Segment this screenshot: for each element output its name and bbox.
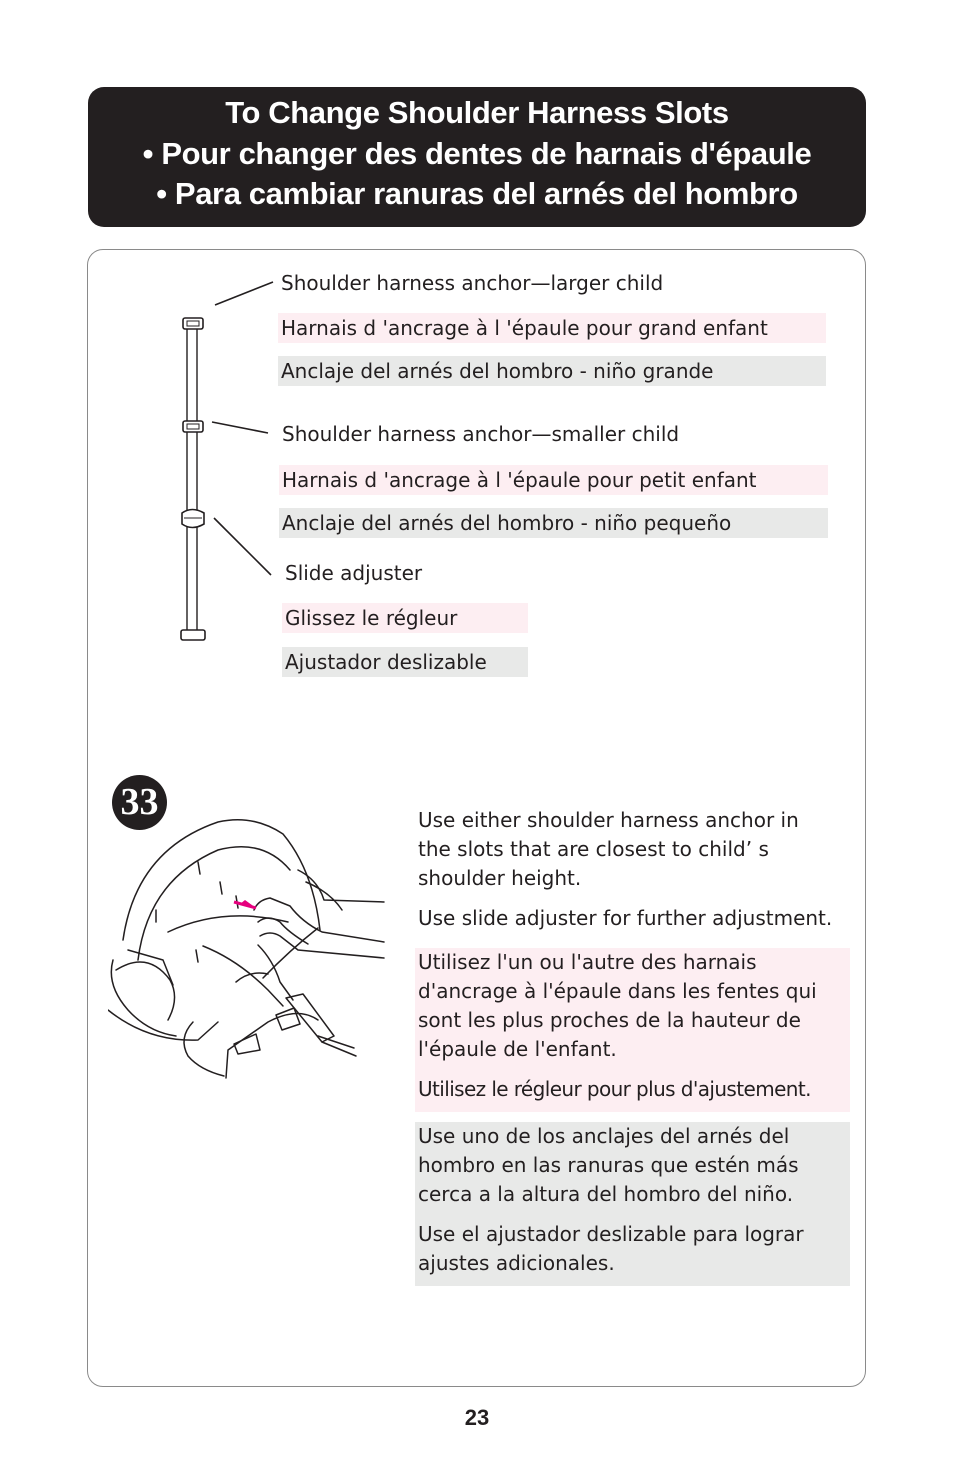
header-title-fr: • Pour changer des dentes de harnais d'épaule <box>142 136 812 171</box>
page-number: 23 <box>464 1405 490 1430</box>
car-seat-illustration <box>108 810 388 1085</box>
header-title-en-line: To Change Shoulder Harness Slots <box>225 95 729 130</box>
label-smaller-en: Shoulder harness anchor—smaller child <box>282 422 680 446</box>
header-overlay <box>88 87 866 227</box>
label-larger-es: Anclaje del arnés del hombro - niño grande <box>278 356 826 386</box>
step-number-badge: 33 <box>112 775 167 830</box>
label-larger-fr: Harnais d 'ancrage à l 'épaule pour grand enfant <box>278 313 826 343</box>
label-smaller-fr: Harnais d 'ancrage à l 'épaule pour petit enfant <box>279 465 828 495</box>
label-slide-es: Ajustador deslizable <box>282 647 528 677</box>
label-smaller-es: Anclaje del arnés del hombro - niño pequeño <box>279 508 828 538</box>
step-en-instruction: Use either shoulder harness anchor in the slots that are closest to child’ s shoulder height. <box>418 808 799 890</box>
step-text-en <box>415 806 850 933</box>
step-text-es <box>415 1122 850 1286</box>
harness-strap-illustration <box>170 270 280 650</box>
step-fr-instruction: Utilisez l'un ou l'autre des harnais d'ancrage à l'épaule dans les fentes qui sont les plus proches de la hauteur de l'épaule de l'enfant. <box>418 950 817 1061</box>
header-title-es: • Para cambiar ranuras del arnés del hombro <box>156 176 798 211</box>
label-slide-fr: Glissez le régleur <box>282 603 528 633</box>
label-slide-en: Slide adjuster <box>285 561 423 585</box>
label-larger-en: Shoulder harness anchor—larger child <box>281 271 664 295</box>
step-en-adjustment: Use slide adjuster for further adjustment. <box>418 906 833 930</box>
step-es-instruction: Use uno de los anclajes del arnés del hombro en las ranuras que estén más cerca a la altura del hombro del niño. <box>418 1124 799 1206</box>
step-es-adjustment: Use el ajustador deslizable para lograr ajustes adicionales. <box>418 1222 804 1275</box>
step-fr-adjustment: Utilisez le régleur pour plus d'ajustement. <box>418 1077 811 1101</box>
step-text-fr <box>415 948 850 1112</box>
